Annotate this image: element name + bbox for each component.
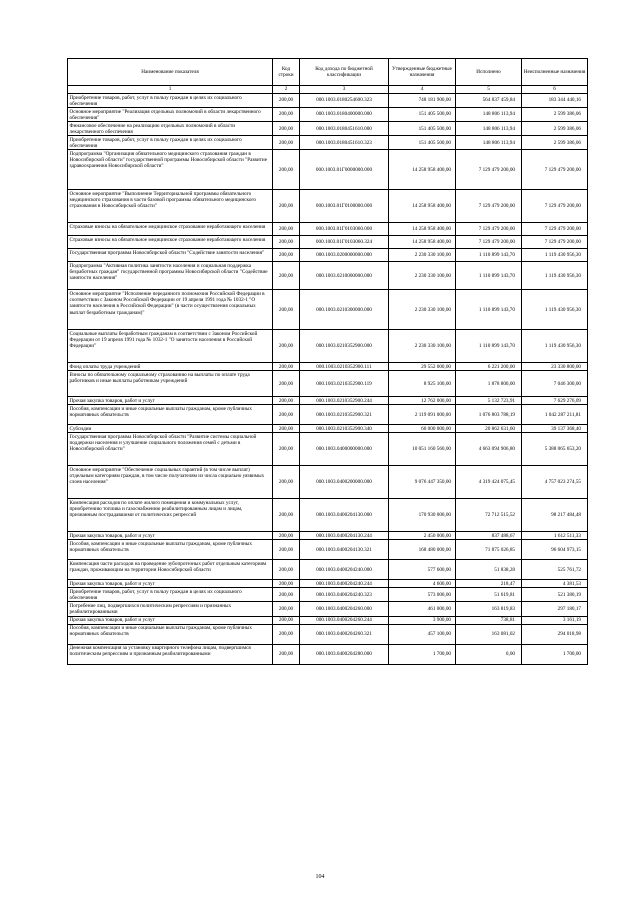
- row-approved: 573 000,00: [389, 588, 456, 602]
- row-approved: 461 000,00: [389, 602, 456, 616]
- row-kbk: 000.1003.0400204130.000: [300, 499, 389, 532]
- row-kbk: 000.1003.0400204280.000: [300, 644, 389, 664]
- table-row: [68, 262, 588, 290]
- row-remaining: 98 217 484,48: [522, 499, 588, 532]
- column-numbers-row: [68, 86, 588, 94]
- row-approved: 60 000 000,00: [389, 425, 456, 433]
- row-approved: 2 230 330 100,00: [389, 262, 456, 290]
- row-name: Государственная программа Новосибирской области "Развитие системы социальной поддержки населения и улучшение социального положения семей с детьми в Новосибирской области": [68, 433, 273, 466]
- row-executed: 7 129 479 200,00: [456, 150, 522, 190]
- row-approved: 14 258 958 400,00: [389, 223, 456, 236]
- row-name: Фонд оплаты труда учреждений: [68, 363, 273, 371]
- row-approved: 3 900,00: [389, 616, 456, 624]
- row-name: Пособия, компенсации и иные социальные выплаты гражданам, кроме публичных нормативных обязательств: [68, 405, 273, 425]
- row-name: Компенсация расходов по оплате жилого помещения и коммунальных услуг, приобретению топлива и газоснабжению реабилитированным лицам и лицам, признанным пострадавшими от политических репрессий: [68, 499, 273, 532]
- row-kbk: 000.1003.0400204260.321: [300, 624, 389, 644]
- row-name: Страховые взносы на обязательное медицинское страхование неработающего населения: [68, 223, 273, 236]
- column-number: 1: [68, 86, 273, 94]
- row-approved: 14 258 958 400,00: [389, 236, 456, 249]
- row-executed: 5 132 723,91: [456, 397, 522, 405]
- table-body: [68, 94, 588, 665]
- column-number: 2: [273, 86, 300, 94]
- row-code: 200,00: [273, 580, 300, 588]
- row-remaining: 521 380,19: [522, 588, 588, 602]
- row-kbk: 000.1003.0210352900.244: [300, 397, 389, 405]
- table-row: [68, 397, 588, 405]
- table-row: [68, 540, 588, 560]
- row-name: Финансовое обеспечение на реализацию отдельных полномочий в области лекарственного обеспечения: [68, 122, 273, 136]
- row-approved: 2 230 330 100,00: [389, 290, 456, 330]
- table-row: [68, 499, 588, 532]
- row-approved: 14 258 958 400,00: [389, 150, 456, 190]
- row-code: 200,00: [273, 290, 300, 330]
- row-code: 200,00: [273, 588, 300, 602]
- row-executed: 148 806 113,94: [456, 136, 522, 150]
- row-kbk: 000.1003.0180400000.000: [300, 108, 389, 122]
- row-name: Прочая закупка товаров, работ и услуг: [68, 580, 273, 588]
- row-kbk: 000.1003.01Г0103060.324: [300, 236, 389, 249]
- row-remaining: 7 046 300,00: [522, 371, 588, 397]
- table-row: [68, 433, 588, 466]
- row-kbk: 000.1003.0400204240.000: [300, 560, 389, 580]
- row-remaining: 7 129 479 200,00: [522, 236, 588, 249]
- row-name: Пособия, компенсации и иные социальные выплаты гражданам, кроме публичных нормативных обязательств: [68, 624, 273, 644]
- row-code: 200,00: [273, 425, 300, 433]
- row-kbk: 000.1003.01Г0100000.000: [300, 190, 389, 223]
- row-name: Денежная компенсация за установку квартирного телефона лицам, подвергшимся политическим репрессиям и признанным реабилитированными: [68, 644, 273, 664]
- row-code: 200,00: [273, 532, 300, 540]
- row-code: 200,00: [273, 433, 300, 466]
- row-kbk: 000.1003.0180451610.323: [300, 136, 389, 150]
- row-code: 200,00: [273, 560, 300, 580]
- row-executed: 1 110 899 143,70: [456, 249, 522, 262]
- table-row: [68, 249, 588, 262]
- row-executed: 7 129 479 200,00: [456, 223, 522, 236]
- row-name: Страховые взносы на обязательное медицинское страхование неработающего населения: [68, 236, 273, 249]
- row-approved: 577 600,00: [389, 560, 456, 580]
- row-kbk: 000.1003.0400204240.244: [300, 580, 389, 588]
- column-number: 4: [389, 86, 456, 94]
- table-row: [68, 532, 588, 540]
- row-remaining: 96 604 973,15: [522, 540, 588, 560]
- header-name: Наименование показателя: [68, 59, 273, 86]
- row-kbk: 000.1003.0400200000.000: [300, 466, 389, 499]
- table-row: [68, 150, 588, 190]
- table-row: [68, 624, 588, 644]
- row-kbk: 000.1003.0400204260.244: [300, 616, 389, 624]
- table-row: [68, 330, 588, 363]
- row-name: Приобретение товаров, работ, услуг в пользу граждан в целях их социального обеспечения: [68, 94, 273, 108]
- row-remaining: 7 129 479 200,00: [522, 223, 588, 236]
- row-approved: 168 480 000,00: [389, 540, 456, 560]
- row-remaining: 1 042 287 211,81: [522, 405, 588, 425]
- row-kbk: 000.1003.0210352900.340: [300, 425, 389, 433]
- row-executed: 1 110 899 143,70: [456, 290, 522, 330]
- row-kbk: 000.1003.0400204130.244: [300, 532, 389, 540]
- row-executed: 4 319 424 075,45: [456, 466, 522, 499]
- row-remaining: 4 381,53: [522, 580, 588, 588]
- row-name: Пособия, компенсации и иные социальные выплаты гражданам, кроме публичных нормативных обязательств: [68, 540, 273, 560]
- table-row: [68, 466, 588, 499]
- row-code: 200,00: [273, 190, 300, 223]
- row-remaining: 1 119 430 956,30: [522, 262, 588, 290]
- row-name: Основное мероприятие "Реализация отдельных полномочий в области лекарственного обеспечения": [68, 108, 273, 122]
- header-kbk: Код дохода по бюджетной классификации: [300, 59, 389, 86]
- row-approved: 151 405 500,00: [389, 136, 456, 150]
- row-name: Прочая закупка товаров, работ и услуг: [68, 616, 273, 624]
- row-approved: 10 051 160 560,00: [389, 433, 456, 466]
- row-executed: 6 221 200,00: [456, 363, 522, 371]
- row-code: 200,00: [273, 363, 300, 371]
- row-remaining: 297 180,17: [522, 602, 588, 616]
- row-code: 200,00: [273, 540, 300, 560]
- row-executed: 163 081,02: [456, 624, 522, 644]
- row-approved: 29 552 000,00: [389, 363, 456, 371]
- row-executed: 148 806 113,94: [456, 108, 522, 122]
- row-approved: 151 405 500,00: [389, 108, 456, 122]
- row-code: 200,00: [273, 94, 300, 108]
- table-row: [68, 616, 588, 624]
- row-code: 200,00: [273, 602, 300, 616]
- row-name: Приобретение товаров, работ, услуг в пользу граждан в целях их социального обеспечения: [68, 136, 273, 150]
- row-kbk: 000.1003.0400204240.323: [300, 588, 389, 602]
- row-remaining: 5 388 065 653,20: [522, 433, 588, 466]
- row-remaining: 7 129 479 200,00: [522, 150, 588, 190]
- header-code: Код строки: [273, 59, 300, 86]
- row-kbk: 000.1003.0400000000.000: [300, 433, 389, 466]
- header-executed: Исполнено: [456, 59, 522, 86]
- row-code: 200,00: [273, 616, 300, 624]
- row-executed: 837 488,67: [456, 532, 522, 540]
- row-name: Взносы по обязательному социальному страхованию на выплаты по оплате труда работников и иные выплаты работникам учреждений: [68, 371, 273, 397]
- row-code: 200,00: [273, 249, 300, 262]
- row-executed: 738,81: [456, 616, 522, 624]
- row-name: Государственная программа Новосибирской области "Содействие занятости населения": [68, 249, 273, 262]
- table-row: [68, 602, 588, 616]
- row-name: Компенсация части расходов на проведение зубопротезных работ отдельным категориям граждан, проживающим на территории Новосибирской области: [68, 560, 273, 580]
- row-kbk: 000.1003.0400204260.000: [300, 602, 389, 616]
- row-executed: 72 712 515,52: [456, 499, 522, 532]
- row-executed: 51 619,81: [456, 588, 522, 602]
- row-executed: 1 110 899 143,70: [456, 330, 522, 363]
- row-executed: 148 806 113,94: [456, 122, 522, 136]
- row-remaining: 1 119 430 956,30: [522, 249, 588, 262]
- row-kbk: 000.1003.0210352900.119: [300, 371, 389, 397]
- row-approved: 2 450 000,00: [389, 532, 456, 540]
- row-executed: 7 129 479 200,00: [456, 236, 522, 249]
- row-remaining: 1 119 430 956,30: [522, 330, 588, 363]
- row-name: Основное мероприятие "Исполнение переданного полномочия Российской Федерации в соответствии с Законом Российской Федерации от 19 апреля 1991 года № 1032-1 "О занятости населения в Российской Федерации" (в части осуществления социальных выплат безработным гражданам)": [68, 290, 273, 330]
- row-remaining: 39 137 368,40: [522, 425, 588, 433]
- row-kbk: 000.1003.0210352900.111: [300, 363, 389, 371]
- row-name: Подпрограмма "Активная политика занятости населения и социальная поддержка безработных граждан" государственной программы Новосибирской области "Содействие занятости населения": [68, 262, 273, 290]
- row-kbk: 000.1003.01Г0000000.000: [300, 150, 389, 190]
- row-code: 200,00: [273, 136, 300, 150]
- budget-execution-table: [67, 58, 588, 665]
- row-approved: 2 119 091 000,00: [389, 405, 456, 425]
- row-approved: 9 076 447 350,00: [389, 466, 456, 499]
- row-approved: 8 925 100,00: [389, 371, 456, 397]
- table-row: [68, 190, 588, 223]
- row-code: 200,00: [273, 223, 300, 236]
- row-kbk: 000.1003.0210352900.321: [300, 405, 389, 425]
- row-name: Прочая закупка товаров, работ и услуг: [68, 397, 273, 405]
- row-name: Погребение лиц, подвергшихся политическим репрессиям и признанных реабилитированными: [68, 602, 273, 616]
- row-executed: 163 819,83: [456, 602, 522, 616]
- column-number: 6: [522, 86, 588, 94]
- table-row: [68, 94, 588, 108]
- row-remaining: 7 629 276,09: [522, 397, 588, 405]
- row-kbk: 000.1003.01Г0103060.000: [300, 223, 389, 236]
- row-code: 200,00: [273, 397, 300, 405]
- table-header: [68, 59, 588, 86]
- row-executed: 0,00: [456, 644, 522, 664]
- row-remaining: 4 757 023 274,55: [522, 466, 588, 499]
- row-name: Подпрограмма "Организация обязательного медицинского страхования граждан в Новосибирской области" государственной программы Новосибирской области "Развитие здравоохранения Новосибирской области": [68, 150, 273, 190]
- row-remaining: 183 344 440,16: [522, 94, 588, 108]
- row-approved: 2 230 330 100,00: [389, 330, 456, 363]
- table-row: [68, 588, 588, 602]
- row-approved: 14 258 958 400,00: [389, 190, 456, 223]
- header-approved: Утвержденные бюджетные назначения: [389, 59, 456, 86]
- row-approved: 151 405 500,00: [389, 122, 456, 136]
- row-code: 200,00: [273, 624, 300, 644]
- row-kbk: 000.1003.0400204130.321: [300, 540, 389, 560]
- row-code: 200,00: [273, 150, 300, 190]
- row-executed: 4 663 094 906,80: [456, 433, 522, 466]
- row-name: Субсидии: [68, 425, 273, 433]
- table-row: [68, 425, 588, 433]
- table-row: [68, 644, 588, 664]
- row-name: Основное мероприятие "Выполнение Территориальной программы обязательного медицинского страхования в части базовой программы обязательного медицинского страхования в Новосибирской области": [68, 190, 273, 223]
- row-remaining: 2 599 386,06: [522, 136, 588, 150]
- row-name: Приобретение товаров, работ, услуг в пользу граждан в целях их социального обеспечения: [68, 588, 273, 602]
- row-remaining: 525 761,72: [522, 560, 588, 580]
- row-approved: 748 181 900,00: [389, 94, 456, 108]
- row-remaining: 294 018,98: [522, 624, 588, 644]
- row-approved: 1 700,00: [389, 644, 456, 664]
- row-remaining: 3 161,19: [522, 616, 588, 624]
- row-kbk: 000.1003.0180451610.000: [300, 122, 389, 136]
- row-code: 200,00: [273, 108, 300, 122]
- row-remaining: 7 129 479 200,00: [522, 190, 588, 223]
- row-executed: 51 838,28: [456, 560, 522, 580]
- table-row: [68, 405, 588, 425]
- report-page: [67, 58, 587, 665]
- row-remaining: 1 612 511,33: [522, 532, 588, 540]
- row-code: 200,00: [273, 122, 300, 136]
- row-remaining: 2 599 386,06: [522, 108, 588, 122]
- column-number: 3: [300, 86, 389, 94]
- row-executed: 71 875 026,85: [456, 540, 522, 560]
- row-approved: 2 230 330 100,00: [389, 249, 456, 262]
- row-name: Социальные выплаты безработным гражданам в соответствии с Законом Российской Федерации от 19 апреля 1991 года № 1032-1 "О занятости населения в Российской Федерации": [68, 330, 273, 363]
- header-remaining: Неисполненные назначения: [522, 59, 588, 86]
- row-executed: 1 878 800,00: [456, 371, 522, 397]
- row-code: 200,00: [273, 499, 300, 532]
- row-kbk: 000.1003.0210352900.000: [300, 330, 389, 363]
- row-code: 200,00: [273, 405, 300, 425]
- row-approved: 12 762 000,00: [389, 397, 456, 405]
- row-code: 200,00: [273, 371, 300, 397]
- row-name: Прочая закупка товаров, работ и услуг: [68, 532, 273, 540]
- row-remaining: 1 700,00: [522, 644, 588, 664]
- row-remaining: 2 599 386,06: [522, 122, 588, 136]
- row-kbk: 000.1003.0210000000.000: [300, 262, 389, 290]
- row-executed: 20 862 631,60: [456, 425, 522, 433]
- table-row: [68, 371, 588, 397]
- row-code: 200,00: [273, 466, 300, 499]
- row-executed: 218,47: [456, 580, 522, 588]
- column-number: 5: [456, 86, 522, 94]
- row-code: 200,00: [273, 262, 300, 290]
- table-row: [68, 136, 588, 150]
- table-row: [68, 363, 588, 371]
- table-row: [68, 223, 588, 236]
- row-approved: 4 600,00: [389, 580, 456, 588]
- table-row: [68, 108, 588, 122]
- row-executed: 1 110 899 143,70: [456, 262, 522, 290]
- row-remaining: 1 119 430 956,30: [522, 290, 588, 330]
- table-row: [68, 580, 588, 588]
- row-executed: 1 076 803 788,19: [456, 405, 522, 425]
- table-row: [68, 236, 588, 249]
- row-remaining: 23 330 800,00: [522, 363, 588, 371]
- row-code: 200,00: [273, 644, 300, 664]
- page-number: 104: [315, 874, 325, 880]
- row-executed: 564 837 459,84: [456, 94, 522, 108]
- row-kbk: 000.1003.0210300000.000: [300, 290, 389, 330]
- row-approved: 457 100,00: [389, 624, 456, 644]
- table-row: [68, 290, 588, 330]
- row-executed: 7 129 479 200,00: [456, 190, 522, 223]
- row-kbk: 000.1003.0200000000.000: [300, 249, 389, 262]
- row-name: Основное мероприятие "Обеспечение социальных гарантий (в том числе выплат) отдельным категориям граждан, в том числе получателям из числа социально уязвимых слоев населения": [68, 466, 273, 499]
- row-kbk: 000.1003.0180254600.323: [300, 94, 389, 108]
- row-approved: 170 930 000,00: [389, 499, 456, 532]
- row-code: 200,00: [273, 236, 300, 249]
- table-row: [68, 122, 588, 136]
- row-code: 200,00: [273, 330, 300, 363]
- table-row: [68, 560, 588, 580]
